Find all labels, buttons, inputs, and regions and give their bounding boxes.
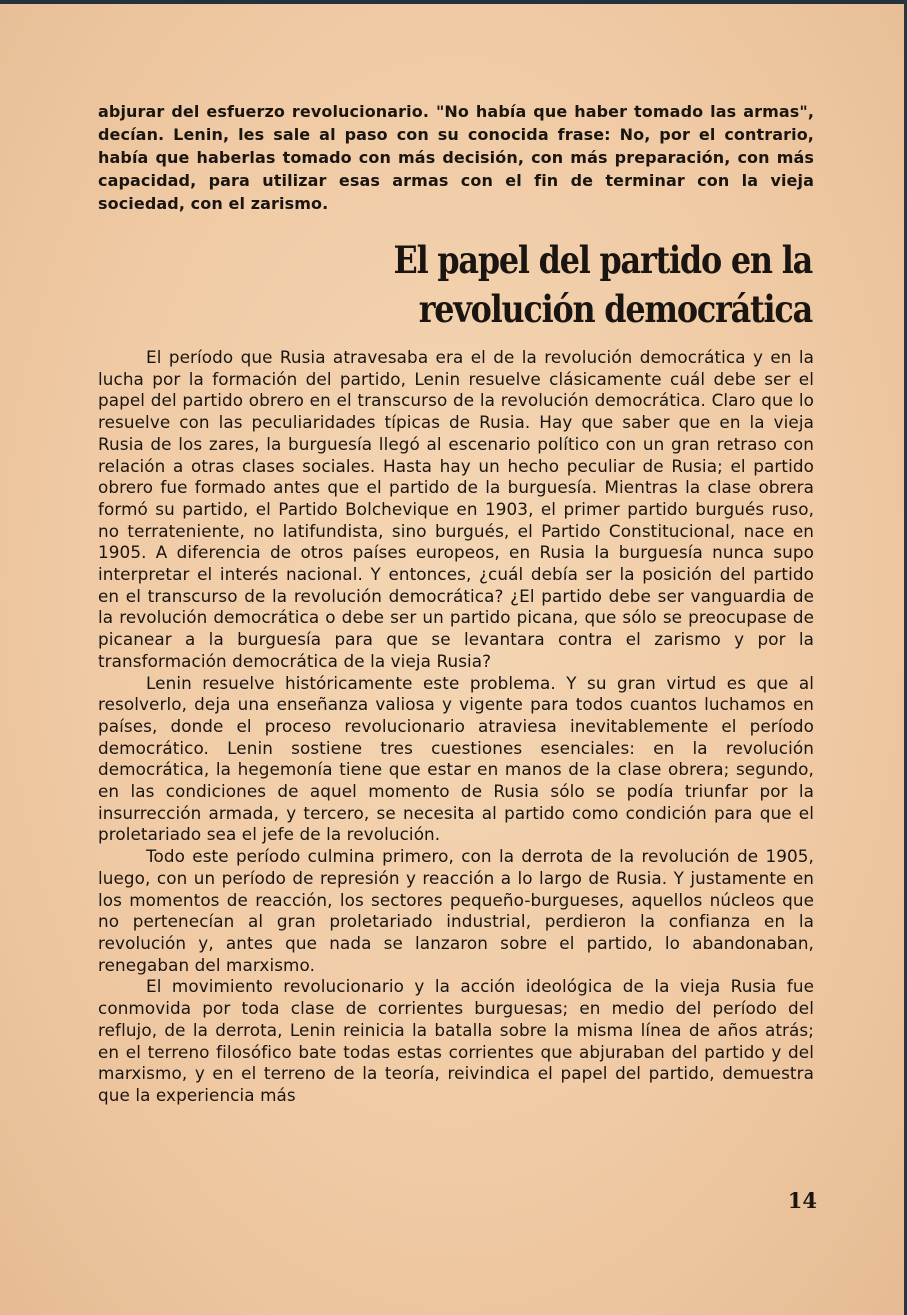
body-paragraph-4: El movimiento revolucionario y la acción ideológica de la vieja Rusia fue conmovida por toda clase de corrientes burguesas; en medio del período del reflujo, de la derrota, Lenin reinicia la batalla sobre la misma línea de años atrás; en el terreno filosófico bate todas estas corrientes que abjuraban del partido y del marxismo, y en el terreno de la teoría, reivindica el papel del partido, demuestra que la experiencia más xyxy=(98,976,814,1105)
intro-paragraph: abjurar del esfuerzo revolucionario. "No había que haber tomado las armas", decían. Lenin, les sale al paso con su conocida frase: No, por el contrario, había que haberlas tomado con más decisión, con más preparación, con más capacidad, para utilizar esas armas con el fin de terminar con la vieja sociedad, con el zarismo. xyxy=(98,102,814,213)
body-text xyxy=(98,347,814,1107)
body-paragraph-3: Todo este período culmina primero, con la derrota de la revolución de 1905, luego, con un período de represión y reacción a lo largo de Rusia. Y justamente en los momentos de reacción, los sectores pequeño-burgueses, aquellos núcleos que no pertenecían al gran proletariado industrial, perdieron la confianza en la revolución y, antes que nada se lanzaron sobre el partido, lo abandonaban, renegaban del marxismo. xyxy=(98,846,814,975)
section-heading-line-2: revolución democrática xyxy=(418,287,812,331)
page-top-edge xyxy=(0,0,907,4)
body-paragraph-2: Lenin resuelve históricamente este problema. Y su gran virtud es que al resolverlo, deja una enseñanza valiosa y vigente para todos cuantos luchamos en países, donde el proceso revolucionario atraviesa inevitablemente el período democrático. Lenin sostiene tres cuestiones esenciales: en la revolución democrática, la hegemonía tiene que estar en manos de la clase obrera; segundo, en las condiciones de aquel momento de Rusia sólo se podía triunfar por la insurrección armada, y tercero, se necesita al partido como condición para que el proletariado sea el jefe de la revolución. xyxy=(98,672,814,845)
section-heading xyxy=(296,236,812,334)
body-paragraph-1: El período que Rusia atravesaba era el de la revolución democrática y en la lucha por la formación del partido, Lenin resuelve clásicamente cuál debe ser el papel del partido obrero en el transcurso de la revolución democrática. Claro que lo resuelve con las peculiaridades típicas de Rusia. Hay que saber que en la vieja Rusia de los zares, la burguesía llegó al escenario político con un gran retraso con relación a otras clases sociales. Hasta hay un hecho peculiar de Rusia; el partido obrero fue formado antes que el partido de la burguesía. Mientras la clase obrera formó su partido, el Partido Bolchevique en 1903, el primer partido burgués ruso, no terrateniente, no latifundista, sino burgués, el Partido Constitucional, nace en 1905. A diferencia de otros países europeos, en Rusia la burguesía nunca supo interpretar el interés nacional. Y entonces, ¿cuál debía ser la posición del partido en el transcurso de la revolución democrática? ¿El partido debe ser vanguardia de la revolución democrática o debe ser un partido picana, que sólo se preocupase de picanear a la burguesía para que se levantara contra el zarismo y por la transformación democrática de la vieja Rusia? xyxy=(98,347,814,671)
section-heading-line-1: El papel del partido en la xyxy=(393,238,812,282)
page-number: 14 xyxy=(787,1188,817,1213)
